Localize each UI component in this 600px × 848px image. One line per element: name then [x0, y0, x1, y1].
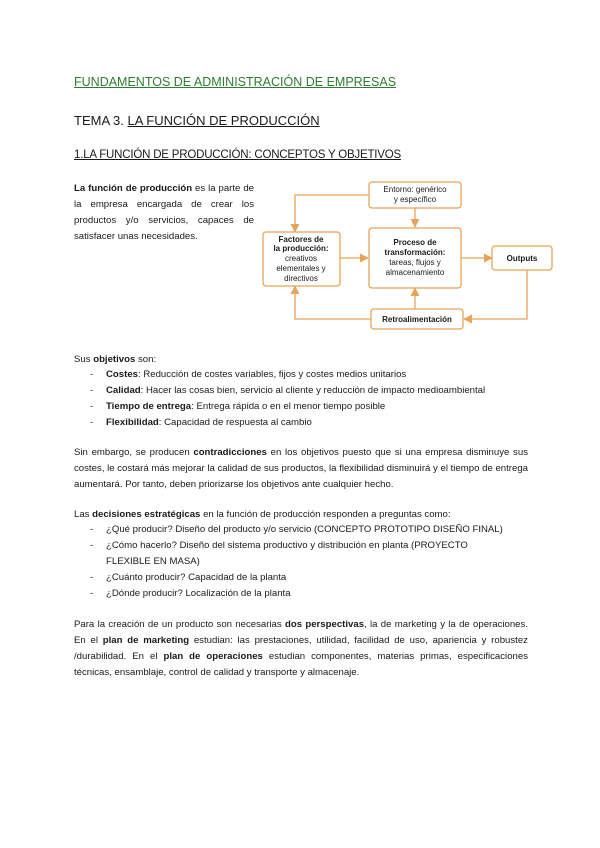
retro-label: Retroalimentación: [382, 315, 452, 324]
arrow-retro-factores: [295, 286, 371, 319]
course-title: FUNDAMENTOS DE ADMINISTRACIÓN DE EMPRESAS: [74, 75, 397, 89]
entorno-line-2: y específico: [393, 195, 437, 204]
list-item: - ¿Cómo hacerlo? Diseño del sistema productivo y distribución en planta (PROYECTO FLEXIBLE EN MASA): [74, 538, 514, 570]
production-diagram: [255, 178, 555, 330]
intro-paragraph: [74, 181, 254, 245]
intro-text: es la parte de la empresa encargada de crear los productos y/o servicios, capaces de satisfacer unas necesidades.: [74, 183, 254, 242]
proceso-line-1: Proceso de: [393, 238, 437, 247]
list-item: - ¿Dónde producir? Localización de la planta: [74, 586, 514, 602]
section-title: 1.LA FUNCIÓN DE PRODUCCIÓN: CONCEPTOS Y OBJETIVOS: [74, 149, 401, 161]
contradicciones-paragraph: Sin embargo, se producen contradicciones en los objetivos puesto que si una empresa disminuye sus costes, le costará más mejorar la calidad de sus productos, la flexibilidad disminuirá y el tiempo de entrega aumentará. Por tanto, deben priorizarse los objetivos ante cualquier hecho.: [74, 447, 528, 490]
proceso-line-2: transformación:: [384, 248, 446, 257]
intro-term: La función de producción: [74, 183, 193, 194]
tema-heading: [74, 113, 320, 128]
decisiones-intro: Las decisiones estratégicas en la función de producción responden a preguntas como:: [74, 509, 451, 520]
factores-line-3: creativos: [284, 254, 318, 263]
objetivos-list: [74, 367, 544, 431]
factores-line-1: Factores de: [278, 235, 324, 244]
entorno-line-1: Entorno: genérico: [383, 185, 447, 194]
tema-prefix: TEMA 3.: [74, 113, 124, 128]
factores-line-5: directivos: [284, 274, 318, 283]
objetivos-intro: Sus objetivos son:: [74, 354, 157, 365]
list-item: - Costes: Reducción de costes variables, fijos y costes medios unitarios: [74, 367, 544, 383]
decisiones-list: [74, 522, 514, 602]
tema-title: LA FUNCIÓN DE PRODUCCIÓN: [127, 113, 320, 128]
list-item: - ¿Cuánto producir? Capacidad de la planta: [74, 570, 514, 586]
factores-line-2: la producción:: [273, 244, 329, 253]
arrow-entorno-factores: [295, 195, 369, 232]
list-item: - ¿Qué producir? Diseño del producto y/o servicio (CONCEPTO PROTOTIPO DISEÑO FINAL): [74, 522, 514, 538]
outputs-label: Outputs: [506, 254, 538, 263]
arrow-outputs-retro: [464, 270, 527, 319]
list-item: - Calidad: Hacer las cosas bien, servicio al cliente y reducción de impacto medioambiental: [74, 383, 544, 399]
proceso-line-3: tareas, flujos y: [389, 258, 441, 267]
list-item: - Flexibilidad: Capacidad de respuesta al cambio: [74, 415, 544, 431]
proceso-line-4: almacenamiento: [385, 268, 445, 277]
list-item: - Tiempo de entrega: Entrega rápida o en el menor tiempo posible: [74, 399, 544, 415]
perspectivas-paragraph: Para la creación de un producto son necesarias dos perspectivas, la de marketing y la de operaciones. En el plan de marketing estudian: las prestaciones, utilidad, facilidad de uso, apariencia y robustez /durabilidad. En el plan de operaciones estudian componentes, materias primas, especificaciones técnicas, ensamblaje, control de calidad y transporte y almacenaje.: [74, 619, 528, 678]
factores-line-4: elementales y: [276, 264, 326, 273]
